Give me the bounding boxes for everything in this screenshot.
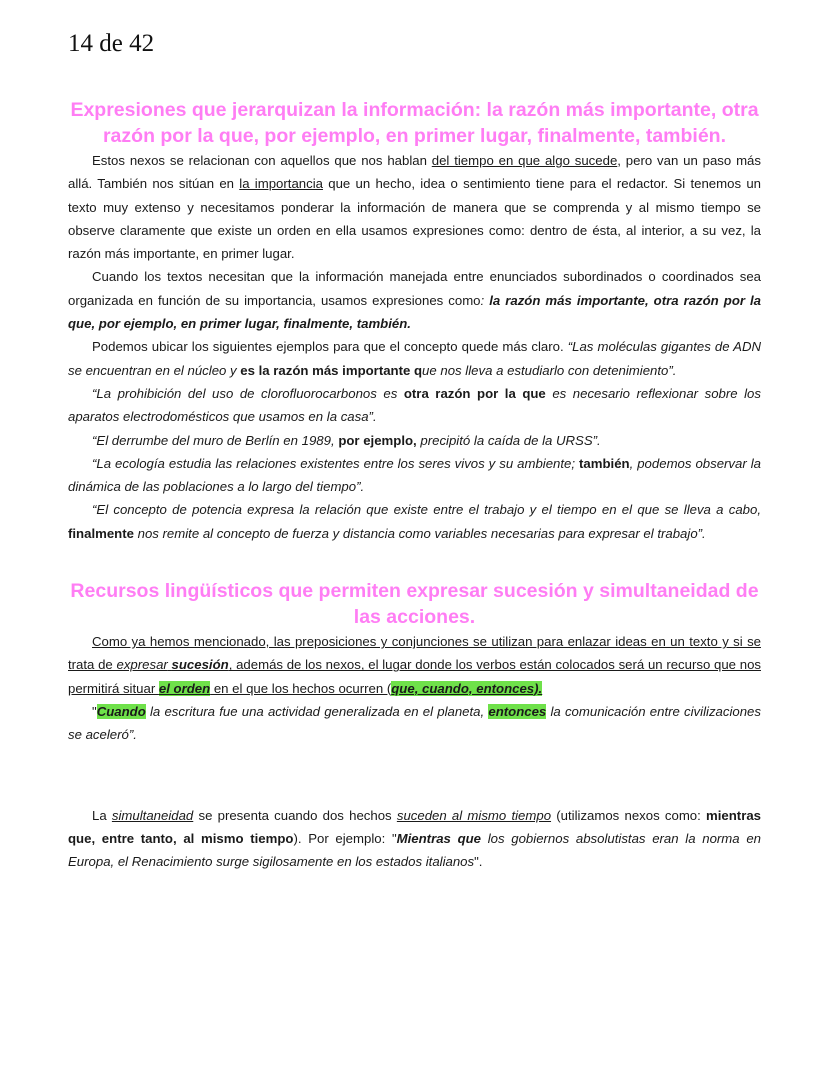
- text-run: Como ya hemos mencionado, las preposiciones y conjunciones se utilizan para enlazar ideas en un texto y si se trata de: [68, 634, 761, 673]
- text-run: ). Por ejemplo: ": [293, 830, 397, 846]
- section-heading: Recursos lingüísticos que permiten expresar sucesión y simultaneidad de las acciones.: [70, 580, 759, 629]
- bold-italic-text: Mientras que: [396, 830, 482, 846]
- bold-text: también: [579, 455, 630, 471]
- italic-text: es necesario reflexionar sobre los aparatos electrodomésticos que usamos en la casa”.: [68, 385, 761, 425]
- italic-text: “La prohibición del uso de clorofluorocarbonos es: [92, 385, 404, 401]
- underlined-text: del tiempo en que algo sucede: [431, 153, 618, 168]
- text-run: Estos nexos se relacionan con aquellos que nos hablan: [92, 153, 432, 168]
- italic-text: la escritura fue una actividad generalizada en el planeta,: [145, 703, 489, 719]
- italic-text: expresar: [116, 657, 168, 673]
- italic-text: “La ecología estudia las relaciones existentes entre los seres vivos y su ambiente;: [92, 455, 580, 471]
- italic-text: “El derrumbe del muro de Berlín en 1989,: [92, 432, 339, 448]
- text-run: , pero van un paso más allá. También nos sitúan en: [68, 153, 761, 192]
- bold-text: es la razón más importante q: [240, 362, 423, 378]
- section-heading: Expresiones que jerarquizan la información: la razón más importante, otra razón por la que, por ejemplo, en primer lugar, finalmente, también.: [70, 99, 759, 147]
- text-run: ": [92, 703, 97, 719]
- italic-text: los gobiernos absolutistas eran la norma en Europa, el Renacimiento surge sigilosamente en los estados italianos: [68, 830, 761, 870]
- text-run: en el que los hechos ocurren (: [210, 680, 392, 696]
- paragraph: [68, 265, 761, 335]
- document-body: [68, 97, 761, 873]
- text-run: que un hecho, idea o sentimiento tiene para el redactor. Si tenemos un texto muy extenso y necesitamos ponderar la información de manera que se comprenda y al mismo tiempo se observe claramente que existe un orden en ella usamos expresiones como: dentro de ésta, al interior, a su vez, la razón más importante, en primer lugar.: [68, 176, 761, 262]
- paragraph: [68, 335, 761, 382]
- text-run: ".: [474, 854, 483, 870]
- text-run: La: [92, 807, 112, 823]
- text-run: Podemos ubicar los siguientes ejemplos para que el concepto quede más claro.: [92, 339, 568, 355]
- italic-text: “Las moléculas gigantes de ADN se encuentran en el núcleo y: [68, 339, 761, 378]
- bold-text: otra razón por la que: [403, 385, 546, 401]
- italic-text: precipitó la caída de la URSS”.: [416, 432, 601, 448]
- paragraph: [68, 630, 761, 700]
- highlighted-text: entonces: [488, 703, 547, 719]
- section-hierarchy: [68, 97, 761, 545]
- bold-text: finalmente: [68, 525, 134, 541]
- italic-text: :: [480, 292, 490, 308]
- italic-text: nos remite al concepto de fuerza y distancia como variables necesarias para expresar el trabajo”.: [133, 525, 706, 541]
- example-quote: [68, 382, 761, 429]
- italic-text: ue nos lleva a estudiarlo con detenimiento”.: [422, 362, 677, 378]
- example-quote: [68, 498, 761, 545]
- bold-italic-text: sucesión: [171, 657, 229, 673]
- bold-text: mientras que, entre tanto, al mismo tiempo: [68, 807, 762, 846]
- highlighted-text: que, cuando, entonces).: [391, 680, 543, 696]
- text-run: se presenta cuando dos hechos: [193, 807, 397, 823]
- italic-text: , podemos observar la dinámica de las poblaciones a lo largo del tiempo”.: [68, 455, 761, 495]
- text-run: , además de los nexos, el lugar donde los verbos están colocados será un recurso que nos permitirá situar: [68, 657, 761, 696]
- section-succession: [68, 578, 761, 873]
- example-quote: [68, 700, 761, 747]
- italic-text: “El concepto de potencia expresa la relación que existe entre el trabajo y el tiempo en el que se lleva a cabo,: [92, 502, 761, 518]
- example-quote: [68, 452, 761, 499]
- bold-italic-text: la razón más importante, otra razón por la que, por ejemplo, en primer lugar, finalmente, también.: [68, 292, 762, 332]
- highlighted-text: el orden: [158, 680, 211, 696]
- underlined-text: la importancia: [239, 176, 323, 192]
- underlined-text: simultaneidad: [111, 807, 194, 823]
- bold-text: por ejemplo,: [338, 432, 417, 448]
- text-run: Cuando los textos necesitan que la información manejada entre enunciados subordinados o coordinados sea organizada en función de su importancia, usamos expresiones como: [68, 269, 761, 308]
- underlined-text: suceden al mismo tiempo: [396, 807, 552, 823]
- page-number: 14 de 42: [68, 30, 155, 57]
- paragraph: [68, 804, 761, 874]
- text-run: (utilizamos nexos como:: [551, 807, 707, 823]
- paragraph: [68, 149, 761, 265]
- example-quote: [68, 429, 761, 452]
- italic-text: la comunicación entre civilizaciones se aceleró”.: [68, 703, 761, 743]
- highlighted-text: Cuando: [96, 703, 146, 719]
